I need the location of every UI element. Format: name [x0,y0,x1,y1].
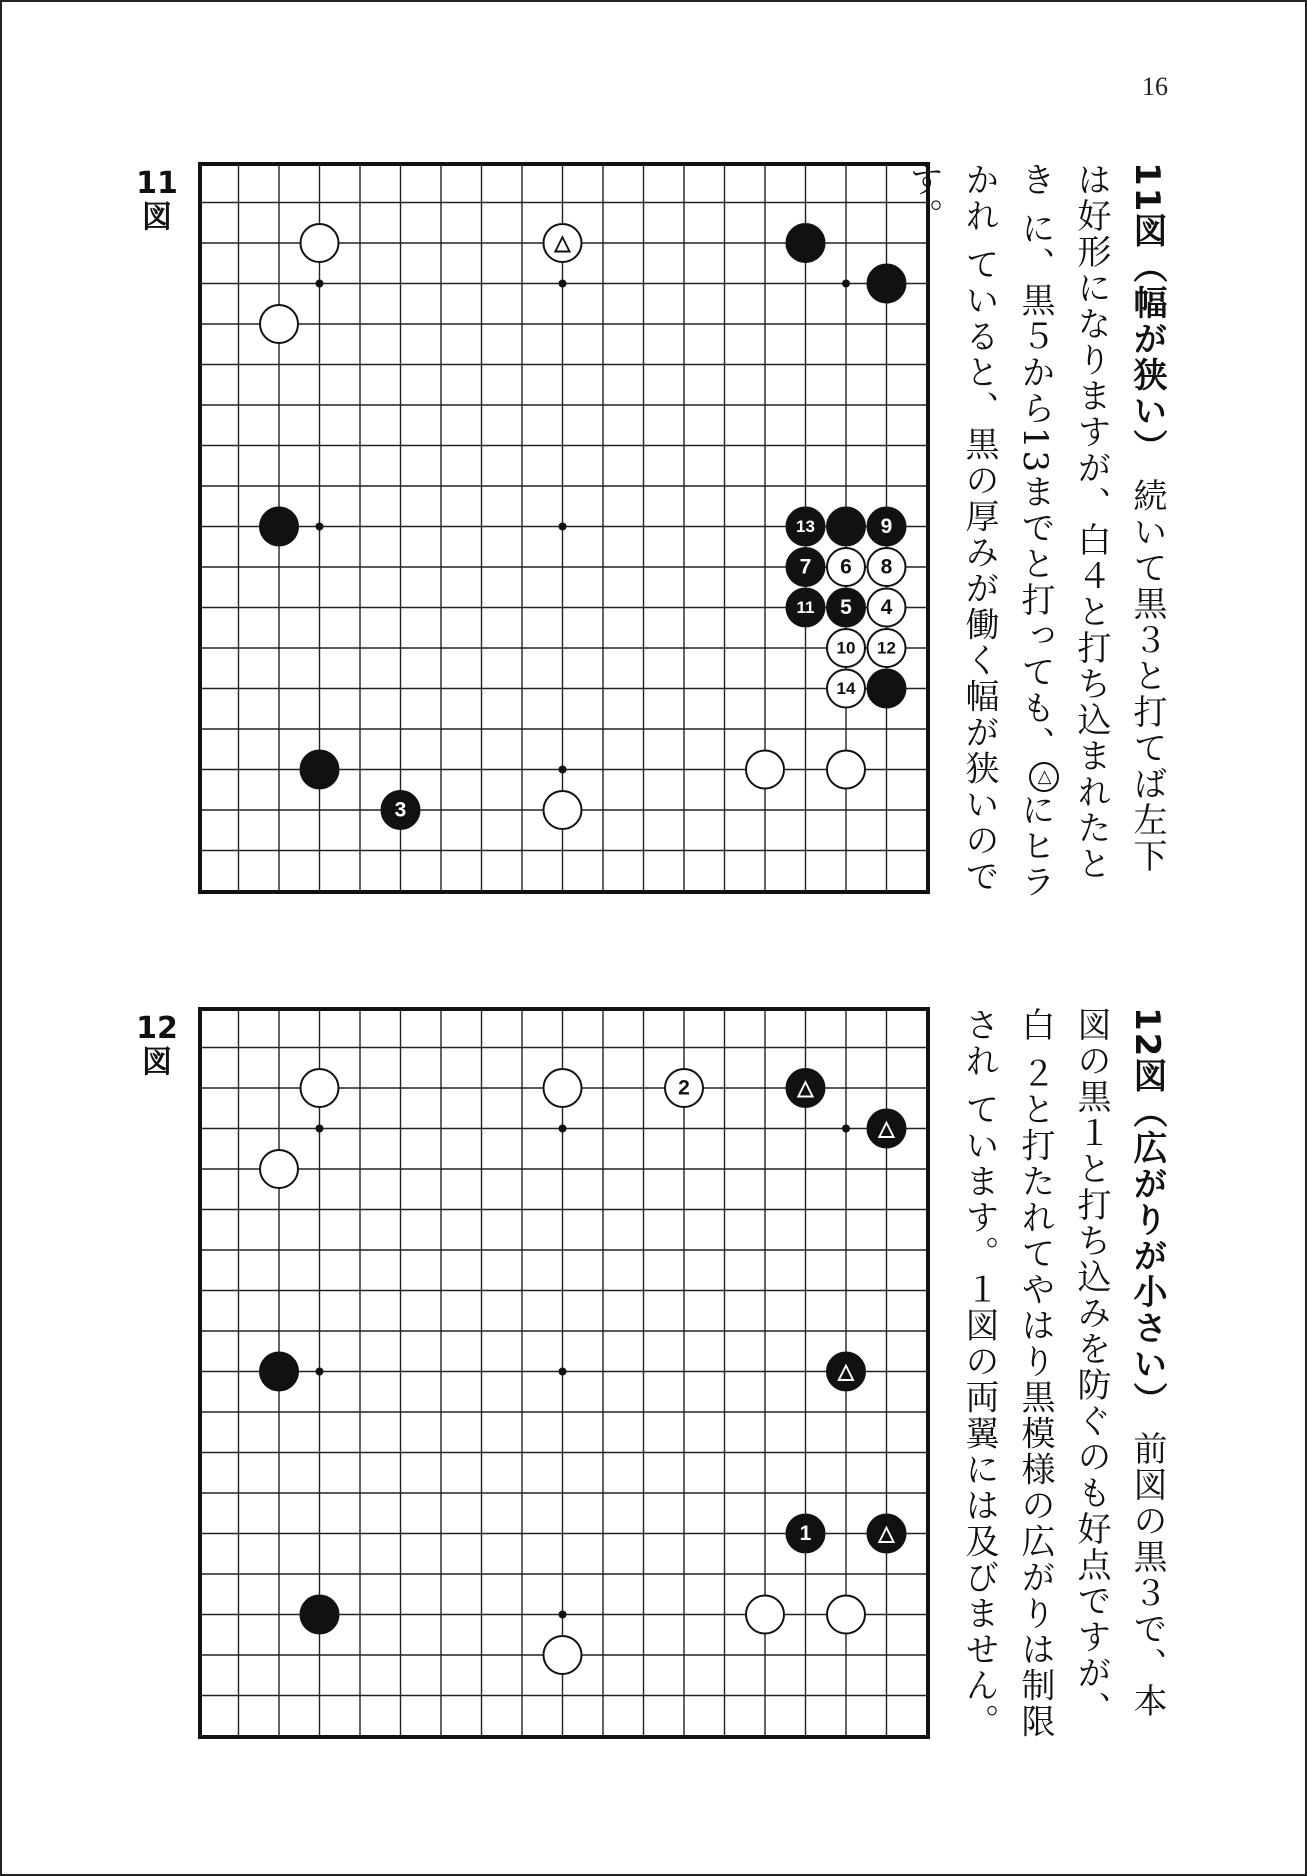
caption-11 [895,162,1175,902]
white-stone [260,1150,298,1188]
caption-line: 続いて黒３と打てば左下 [1127,478,1167,875]
move-number: 3 [394,798,407,822]
caption-12 [951,1007,1175,1747]
white-stone [301,1069,339,1107]
black-stone [868,1515,906,1553]
black-stone [787,1069,825,1107]
white-stone [544,224,582,262]
star-point [316,523,324,531]
white-stone [827,629,865,667]
figure-label-11 [132,167,182,235]
caption-line: 前図の黒３で、本 [1127,1431,1167,1720]
move-number: 7 [799,555,812,579]
white-stone [301,224,339,262]
move-number: 4 [880,596,893,619]
move-number: 14 [836,679,856,698]
triangle-mark: △ [797,1076,814,1100]
black-stone [787,1515,825,1553]
black-stone [787,508,825,546]
figure-label-number: 11 [136,166,178,201]
go-board-svg [198,1007,930,1739]
white-stone [544,1069,582,1107]
white-stone [827,1596,865,1634]
move-number: 9 [880,515,893,538]
star-point [559,523,567,531]
star-point [842,280,850,288]
star-point [559,1368,567,1376]
go-board-diagram-12 [198,1007,930,1739]
triangle-mark: △ [837,1360,855,1383]
move-number: 12 [877,638,896,658]
triangle-mark: △ [878,1117,895,1140]
white-stone [665,1069,703,1107]
go-board-svg [198,162,930,894]
star-point [559,766,567,774]
caption-heading: 11図（幅が狭い） [1127,162,1167,466]
page-number: 16 [1142,72,1168,101]
black-stone [827,508,865,546]
black-stone [868,1110,906,1148]
caption-line: は好形になりますが、白４と打ち込まれたとき [1015,162,1111,882]
black-stone [260,508,298,546]
figure-label-number: 12 [136,1011,178,1046]
white-triangle-stone-icon: △ [1029,762,1059,792]
black-stone [301,751,339,789]
move-number: 11 [796,598,815,617]
move-number: 2 [678,1076,690,1100]
black-stone [787,548,825,586]
white-stone [544,791,582,829]
caption-line: ２と打たれてやはり黒模様の広がりは制限され [959,1007,1055,1740]
star-point [559,1125,567,1133]
star-point [316,280,324,288]
figure-label-kanji: 図 [142,1045,172,1080]
go-board-diagram-11 [198,162,930,894]
move-number: 6 [840,555,852,579]
white-stone [827,548,865,586]
figure-label-kanji: 図 [142,200,172,235]
black-stone [301,1596,339,1634]
black-stone [787,589,825,627]
move-number: 1 [799,1522,812,1545]
move-number: 5 [840,596,852,619]
white-stone [260,305,298,343]
black-stone [827,589,865,627]
figure-label-12 [132,1012,182,1080]
star-point [559,1611,567,1619]
black-stone [827,1353,865,1391]
white-stone [827,670,865,708]
star-point [559,280,567,288]
white-stone [544,1636,582,1674]
black-stone [260,1353,298,1391]
caption-heading: 12図（広がりが小さい） [1127,1007,1167,1419]
caption-line: ています。１図の両翼には及びません。 [959,1091,999,1740]
black-stone [787,224,825,262]
caption-line: にヒラかれ [959,162,1055,901]
move-number: 10 [836,638,856,658]
caption-line: ていると、黒の厚みが働く幅が狭いのです。 [903,162,999,895]
move-number: 8 [880,555,893,579]
white-stone [827,751,865,789]
move-number: 13 [796,517,815,536]
triangle-mark: △ [554,231,571,255]
white-stone [746,751,784,789]
caption-line: 図の黒１と打ち込みを防ぐのも好点ですが、白 [1015,1007,1111,1727]
star-point [316,1125,324,1133]
black-stone [382,791,420,829]
triangle-mark: △ [878,1522,895,1545]
white-stone [746,1596,784,1634]
caption-line: に、黒５から13までと打っても、 [1015,210,1055,763]
star-point [316,1368,324,1376]
star-point [842,1125,850,1133]
